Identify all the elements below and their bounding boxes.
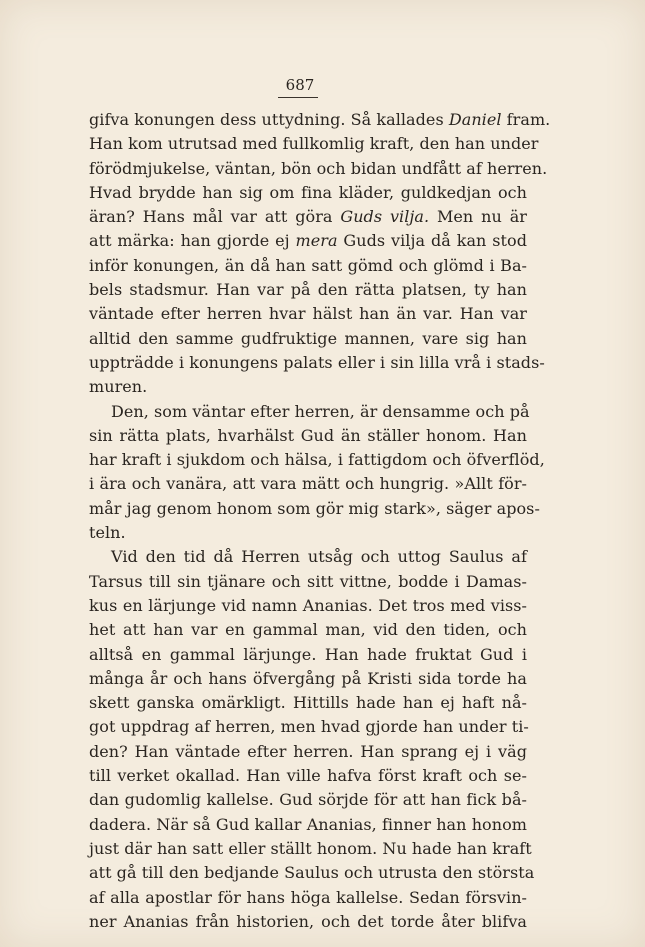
text-segment: har kraft i sjukdom och hälsa, i fattigdom och öfverflöd, bbox=[89, 450, 545, 470]
text-segment: förödmjukelse, väntan, bön och bidan undfått af herren. bbox=[89, 158, 548, 178]
text-line bbox=[89, 715, 527, 739]
text-segment: den? Han väntade efter herren. Han sprang ej i väg bbox=[89, 741, 527, 761]
text-line bbox=[89, 351, 545, 375]
text-segment: Hvad brydde han sig om fina kläder, guldkedjan och bbox=[89, 182, 527, 202]
text-line bbox=[89, 886, 527, 910]
emphasis-text: mera bbox=[295, 231, 338, 251]
text-line bbox=[89, 132, 539, 156]
text-line bbox=[89, 497, 540, 521]
text-segment: uppträdde i konungens palats eller i sin lilla vrå i stads- bbox=[89, 352, 545, 372]
text-segment: bels stadsmur. Han var på den rätta platsen, ty han bbox=[89, 280, 527, 300]
text-line bbox=[89, 278, 527, 302]
text-line bbox=[89, 545, 527, 569]
text-line bbox=[89, 181, 527, 205]
text-line bbox=[89, 764, 527, 788]
text-segment: äran? Hans mål var att göra bbox=[89, 207, 341, 227]
text-segment: Guds vilja då kan stod bbox=[337, 231, 527, 251]
emphasis-text: Daniel bbox=[448, 110, 502, 129]
text-line bbox=[89, 375, 527, 399]
text-segment: Han kom utrutsad med fullkomlig kraft, den han under bbox=[89, 134, 539, 154]
text-line bbox=[89, 205, 527, 229]
text-line bbox=[89, 813, 527, 837]
text-line bbox=[89, 472, 527, 496]
text-segment: dan gudomlig kallelse. Gud sörjde för att han fick bå- bbox=[89, 790, 527, 810]
text-segment: kus en lärjunge vid namn Ananias. Det tros med viss- bbox=[89, 595, 527, 615]
text-segment: att märka: han gjorde ej bbox=[89, 231, 296, 251]
text-segment: många år och hans öfvergång på Kristi sida torde ha bbox=[89, 668, 527, 688]
text-line bbox=[89, 570, 527, 594]
text-line bbox=[89, 108, 551, 132]
text-segment: gifva konungen dess uttydning. Så kallades bbox=[89, 110, 449, 129]
text-segment: got uppdrag af herren, men hvad gjorde han under ti- bbox=[89, 717, 529, 737]
text-segment: just där han satt eller ställt honom. Nu hade han kraft bbox=[89, 838, 532, 858]
text-line bbox=[89, 910, 527, 934]
text-segment: Tarsus till sin tjänare och sitt vittne, bodde i Damas- bbox=[89, 571, 527, 591]
text-segment: mår jag genom honom som gör mig stark», säger apos- bbox=[89, 498, 540, 518]
text-line bbox=[89, 521, 527, 545]
text-segment: Men nu är bbox=[429, 207, 527, 227]
text-segment: alltså en gammal lärjunge. Han hade fruktat Gud i bbox=[89, 644, 527, 664]
text-line bbox=[89, 740, 527, 764]
text-line bbox=[89, 448, 545, 472]
text-segment: inför konungen, än då han satt gömd och glömd i Ba- bbox=[89, 255, 527, 275]
text-line bbox=[89, 254, 527, 278]
text-line bbox=[89, 643, 527, 667]
text-line bbox=[89, 667, 527, 691]
text-line bbox=[89, 327, 527, 351]
text-segment: sin rätta plats, hvarhälst Gud än ställer honom. Han bbox=[89, 425, 527, 445]
text-segment: af alla apostlar för hans höga kallelse. Sedan försvin- bbox=[89, 887, 527, 907]
text-line bbox=[89, 618, 527, 642]
text-segment: till verket okallad. Han ville hafva först kraft och se- bbox=[89, 766, 527, 786]
text-line bbox=[89, 229, 527, 253]
emphasis-text: Guds vilja. bbox=[340, 207, 430, 227]
text-segment: ner Ananias från historien, och det torde åter blifva bbox=[89, 911, 527, 931]
text-line bbox=[89, 400, 530, 424]
page-number-rule bbox=[278, 97, 318, 98]
text-segment: Vid den tid då Herren utsåg och uttog Saulus af bbox=[111, 547, 527, 567]
text-line bbox=[89, 837, 532, 861]
text-segment: teln. bbox=[89, 523, 126, 543]
text-line bbox=[89, 594, 527, 618]
text-line bbox=[89, 424, 527, 448]
text-segment: att gå till den bedjande Saulus och utrusta den största bbox=[89, 863, 535, 883]
text-segment: skett ganska omärkligt. Hittills hade han ej haft nå- bbox=[89, 693, 527, 713]
text-line bbox=[89, 157, 548, 181]
text-segment: Den, som väntar efter herren, är densamme och på bbox=[111, 401, 530, 421]
text-segment: väntade efter herren hvar hälst han än var. Han var bbox=[89, 304, 527, 324]
text-segment: muren. bbox=[89, 377, 148, 397]
text-segment: dadera. När så Gud kallar Ananias, finner han honom bbox=[89, 814, 527, 834]
text-segment: het att han var en gammal man, vid den tiden, och bbox=[89, 620, 527, 640]
text-line bbox=[89, 861, 535, 885]
text-line bbox=[89, 788, 527, 812]
page-number: 687 bbox=[285, 76, 315, 94]
body-text bbox=[89, 108, 551, 934]
text-segment: i ära och vanära, att vara mätt och hungrig. »Allt för- bbox=[89, 474, 527, 494]
text-line bbox=[89, 691, 527, 715]
text-line bbox=[89, 302, 527, 326]
text-segment: fram. bbox=[501, 110, 551, 129]
text-segment: alltid den samme gudfruktige mannen, vare sig han bbox=[89, 328, 527, 348]
